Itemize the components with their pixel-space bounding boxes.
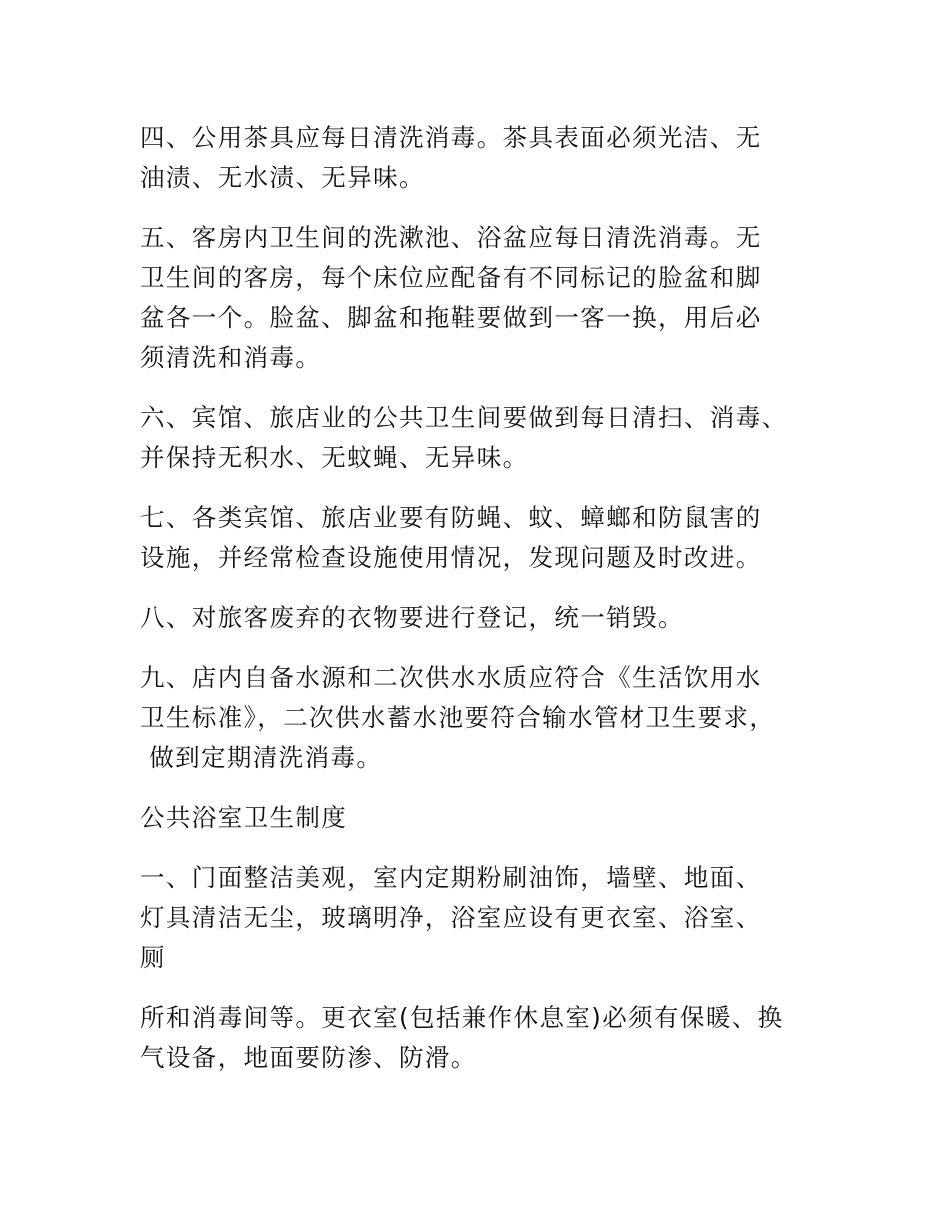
- paragraph-guest-room-bathroom: [140, 218, 820, 378]
- text-line: 卫生间的客房，每个床位应配备有不同标记的脸盆和脚: [140, 263, 762, 292]
- paragraph-tea-set: [140, 118, 820, 198]
- paragraph-pest-control: [140, 498, 820, 578]
- text-line: 所和消毒间等。更衣室(包括兼作休息室)必须有保暖、换: [140, 1003, 784, 1032]
- text-line: 灯具清洁无尘，玻璃明净，浴室应设有更衣室、浴室、: [140, 903, 762, 932]
- text-line: 盆各一个。脸盆、脚盆和拖鞋要做到一客一换，用后必: [140, 303, 762, 332]
- text-line: 气设备，地面要防渗、防滑。: [140, 1043, 477, 1072]
- paragraph-water-supply: [140, 658, 820, 778]
- paragraph-discarded-clothing: [140, 598, 820, 638]
- text-line: 七、各类宾馆、旅店业要有防蝇、蚊、蟑螂和防鼠害的: [140, 503, 762, 532]
- text-line: 做到定期清洗消毒。: [140, 743, 383, 772]
- document-page: [140, 118, 820, 1098]
- text-line: 并保持无积水、无蚊蝇、无异味。: [140, 443, 529, 472]
- text-line: 六、宾馆、旅店业的公共卫生间要做到每日清扫、消毒、: [140, 403, 788, 432]
- paragraph-public-restroom: [140, 398, 820, 478]
- text-line: 四、公用茶具应每日清洗消毒。茶具表面必须光洁、无: [140, 123, 762, 152]
- text-line: 九、店内自备水源和二次供水水质应符合《生活饮用水: [140, 663, 762, 692]
- section-heading: [140, 798, 820, 838]
- text-line: 公共浴室卫生制度: [140, 803, 348, 832]
- text-line: 八、对旅客废弃的衣物要进行登记，统一销毁。: [140, 603, 684, 632]
- paragraph-storefront-cleanliness: [140, 858, 820, 978]
- text-line: 设施，并经常检查设施使用情况，发现问题及时改进。: [140, 543, 762, 572]
- text-line: 一、门面整洁美观，室内定期粉刷油饰，墙壁、地面、: [140, 863, 762, 892]
- text-line: 油渍、无水渍、无异味。: [140, 163, 425, 192]
- text-line: 五、客房内卫生间的洗漱池、浴盆应每日清洗消毒。无: [140, 223, 762, 252]
- text-line: 须清洗和消毒。: [140, 343, 322, 372]
- text-line: 厕: [140, 943, 166, 972]
- text-line: 卫生标准》，二次供水蓄水池要符合输水管材卫生要求，: [140, 703, 776, 732]
- paragraph-changing-room: [140, 998, 820, 1078]
